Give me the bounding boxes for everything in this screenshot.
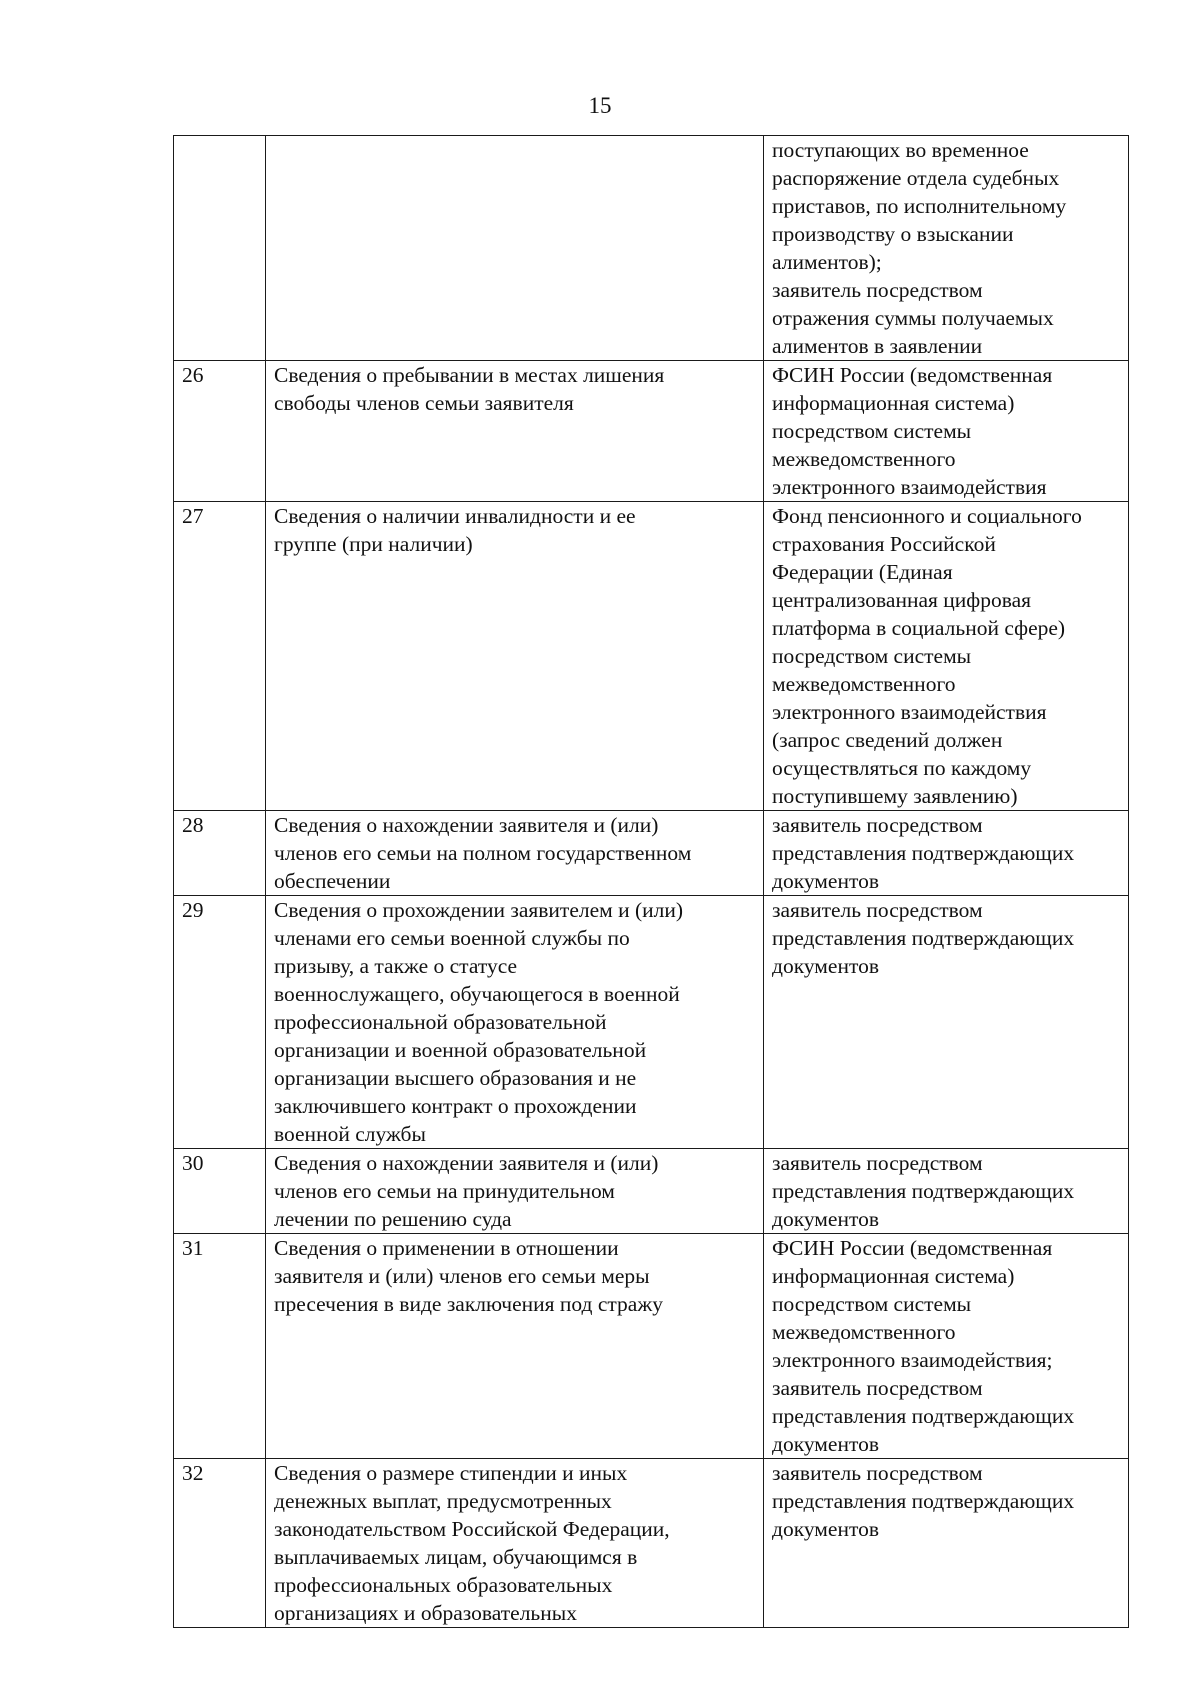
row-source: заявитель посредством представления подтверждающих документов	[764, 1459, 1129, 1628]
row-number: 28	[174, 811, 266, 896]
table-row	[174, 136, 1129, 361]
row-number: 29	[174, 896, 266, 1149]
row-source: ФСИН России (ведомственная информационная система) посредством системы межведомственного электронного взаимодействия	[764, 361, 1129, 502]
document-table	[173, 135, 1129, 1628]
table-row	[174, 896, 1129, 1149]
row-description: Сведения о нахождении заявителя и (или) членов его семьи на полном государственном обеспечении	[266, 811, 764, 896]
row-number: 30	[174, 1149, 266, 1234]
row-description: Сведения о наличии инвалидности и ее группе (при наличии)	[266, 502, 764, 811]
table-row	[174, 811, 1129, 896]
row-source: заявитель посредством представления подтверждающих документов	[764, 896, 1129, 1149]
row-number: 31	[174, 1234, 266, 1459]
table-row	[174, 1149, 1129, 1234]
table-row	[174, 1234, 1129, 1459]
row-source: заявитель посредством представления подтверждающих документов	[764, 1149, 1129, 1234]
row-description: Сведения о применении в отношении заявителя и (или) членов его семьи меры пресечения в виде заключения под стражу	[266, 1234, 764, 1459]
row-source: Фонд пенсионного и социального страхования Российской Федерации (Единая централизованная цифровая платформа в социальной сфере) посредством системы межведомственного электронного взаимодействия (запрос сведений должен осуществляться по каждому поступившему заявлению)	[764, 502, 1129, 811]
row-description: Сведения о прохождении заявителем и (или) членами его семьи военной службы по призыву, а также о статусе военнослужащего, обучающегося в военной профессиональной образовательной организации и военной образовательной организации высшего образования и не заключившего контракт о прохождении военной службы	[266, 896, 764, 1149]
row-number: 27	[174, 502, 266, 811]
row-number: 32	[174, 1459, 266, 1628]
page-number: 15	[588, 93, 612, 118]
table-row	[174, 361, 1129, 502]
row-description: Сведения о пребывании в местах лишения свободы членов семьи заявителя	[266, 361, 764, 502]
row-description: Сведения о нахождении заявителя и (или) членов его семьи на принудительном лечении по решению суда	[266, 1149, 764, 1234]
row-number: 26	[174, 361, 266, 502]
row-number	[174, 136, 266, 361]
row-description: Сведения о размере стипендии и иных денежных выплат, предусмотренных законодательством Российской Федерации, выплачиваемых лицам, обучающимся в профессиональных образовательных организациях и образовательных	[266, 1459, 764, 1628]
table-row	[174, 1459, 1129, 1628]
row-source: ФСИН России (ведомственная информационная система) посредством системы межведомственного электронного взаимодействия; заявитель посредством представления подтверждающих документов	[764, 1234, 1129, 1459]
row-source: поступающих во временное распоряжение отдела судебных приставов, по исполнительному производству о взыскании алиментов); заявитель посредством отражения суммы получаемых алиментов в заявлении	[764, 136, 1129, 361]
table-row	[174, 502, 1129, 811]
row-source: заявитель посредством представления подтверждающих документов	[764, 811, 1129, 896]
row-description	[266, 136, 764, 361]
